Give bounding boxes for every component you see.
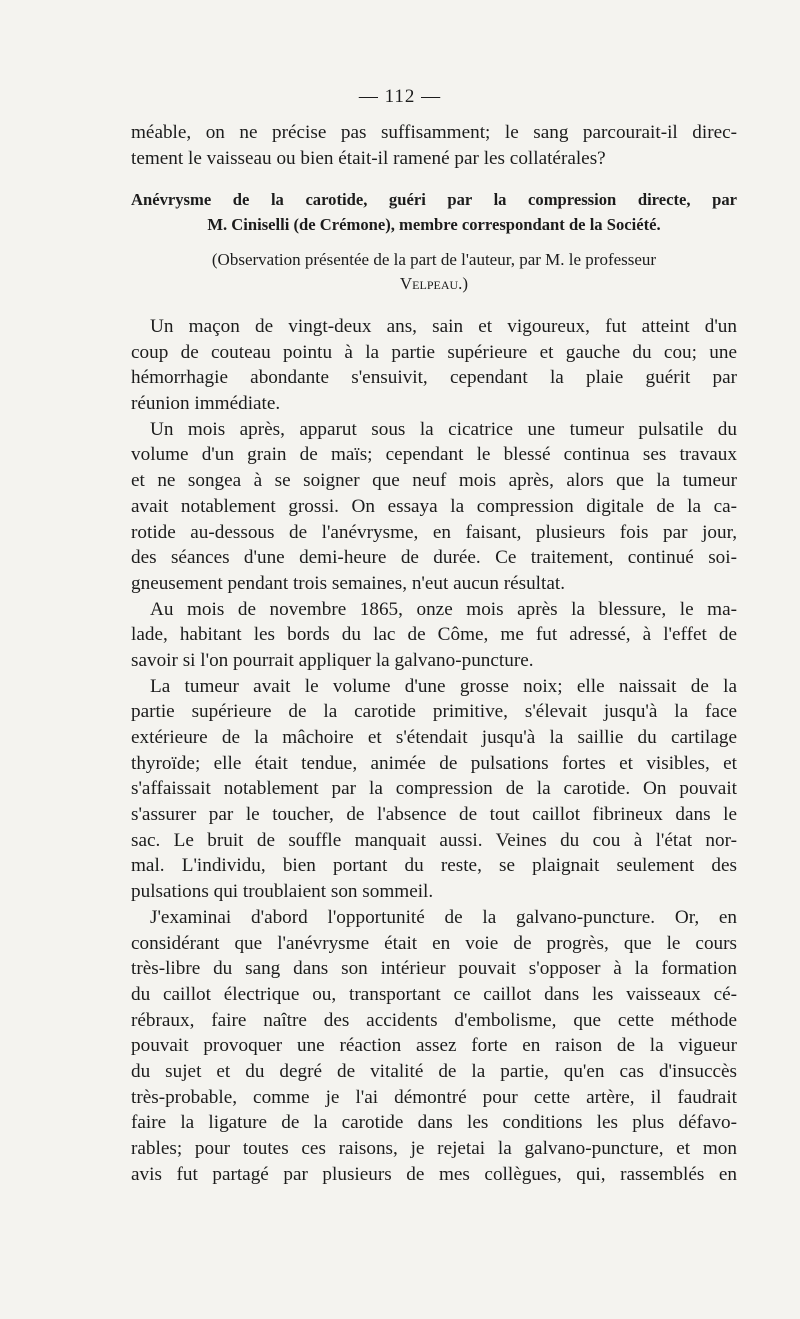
text-line: des séances d'une demi-heure de durée. Ce traitement, continué soi- bbox=[131, 547, 737, 569]
text-line: faire la ligature de la carotide dans les conditions les plus défavo- bbox=[131, 1112, 737, 1134]
text-line: réunion immédiate. bbox=[131, 393, 281, 415]
paragraph bbox=[131, 314, 737, 417]
text-line: tement le vaisseau ou bien était-il ramené par les collatérales? bbox=[131, 147, 606, 169]
text-line: extérieure de la mâchoire et s'étendait jusqu'à la saillie du cartilage bbox=[131, 727, 737, 748]
text-line: volume d'un grain de maïs; cependant le blessé continua ses travaux bbox=[131, 444, 737, 466]
text-line: s'assurer par le toucher, de l'absence de tout caillot fibrineux dans le bbox=[131, 804, 737, 826]
paragraph bbox=[131, 905, 737, 1188]
carryover-paragraph bbox=[131, 120, 737, 171]
text-line: rotide au-dessous de l'anévrysme, en faisant, plusieurs fois par jour, bbox=[131, 521, 737, 543]
paragraph bbox=[131, 597, 737, 674]
page-number: — 112 — bbox=[358, 86, 442, 107]
text-line: savoir si l'on pourrait appliquer la galvano-puncture. bbox=[131, 649, 534, 671]
text-line: hémorrhagie abondante s'ensuivit, cependant la plaie guérit par bbox=[131, 367, 737, 389]
text-line: très-libre du sang dans son intérieur pouvait s'opposer à la formation bbox=[131, 958, 737, 980]
text-line: mal. L'individu, bien portant du reste, se plaignait seulement des bbox=[131, 855, 737, 877]
text-line: rables; pour toutes ces raisons, je rejetai la galvano-puncture, et mon bbox=[131, 1138, 737, 1159]
paragraph bbox=[131, 417, 737, 597]
body-text bbox=[131, 314, 737, 1187]
text-line: Un maçon de vingt-deux ans, sain et vigoureux, fut atteint d'un bbox=[150, 316, 737, 337]
text-line: Un mois après, apparut sous la cicatrice une tumeur pulsatile du bbox=[150, 418, 737, 440]
text-line: s'affaissait notablement par la compression de la carotide. On pouvait bbox=[131, 778, 737, 800]
text-line: et ne songea à se soigner que neuf mois après, alors que la tumeur bbox=[131, 470, 737, 492]
text-line: du caillot électrique ou, transportant ce caillot dans les vaisseaux cé- bbox=[131, 983, 737, 1005]
text-line: pulsations qui troublaient son sommeil. bbox=[131, 881, 434, 903]
text-line: avis fut partagé par plusieurs de mes collègues, qui, rassemblés en bbox=[131, 1163, 737, 1185]
text-line: J'examinai d'abord l'opportunité de la galvano-puncture. Or, en bbox=[150, 906, 737, 928]
text-line: pouvait provoquer une réaction assez forte en raison de la vigueur bbox=[131, 1035, 737, 1057]
paragraph bbox=[131, 674, 737, 905]
text-line: partie supérieure de la carotide primitive, s'élevait jusqu'à la face bbox=[131, 701, 737, 723]
text-line: gneusement pendant trois semaines, n'eut aucun résultat. bbox=[131, 572, 565, 594]
text-line: très-probable, comme je l'ai démontré pour cette artère, il faudrait bbox=[131, 1086, 737, 1108]
text-line: méable, on ne précise pas suffisamment; le sang parcourait-il direc- bbox=[131, 122, 737, 143]
text-line: thyroïde; elle était tendue, animée de pulsations fortes et visibles, et bbox=[131, 752, 737, 774]
text-line: considérant que l'anévrysme était en voie de progrès, que le cours bbox=[131, 932, 737, 954]
note-author: Velpeau.) bbox=[399, 274, 469, 293]
section-title bbox=[131, 187, 737, 237]
text-line: Au mois de novembre 1865, onze mois après la blessure, le ma- bbox=[150, 598, 737, 620]
text-line: avait notablement grossi. On essaya la compression digitale de la ca- bbox=[131, 495, 737, 517]
text-line: coup de couteau pointu à la partie supérieure et gauche du cou; une bbox=[131, 341, 737, 363]
text-line: du sujet et du degré de vitalité de la partie, qu'en cas d'insuccès bbox=[131, 1060, 737, 1082]
title-line: M. Ciniselli (de Crémone), membre correspondant de la Société. bbox=[207, 215, 661, 234]
text-line: lade, habitant les bords du lac de Côme, me fut adressé, à l'effet de bbox=[131, 624, 737, 646]
title-line: Anévrysme de la carotide, guéri par la compression directe, par bbox=[131, 190, 737, 209]
text-line: La tumeur avait le volume d'une grosse noix; elle naissait de la bbox=[150, 675, 737, 697]
note-line: (Observation présentée de la part de l'auteur, par M. le professeur bbox=[211, 250, 657, 269]
text-line: rébraux, faire naître des accidents d'embolisme, que cette méthode bbox=[131, 1009, 737, 1031]
observation-note bbox=[131, 248, 737, 296]
text-line: sac. Le bruit de souffle manquait aussi. Veines du cou à l'état nor- bbox=[131, 829, 737, 851]
